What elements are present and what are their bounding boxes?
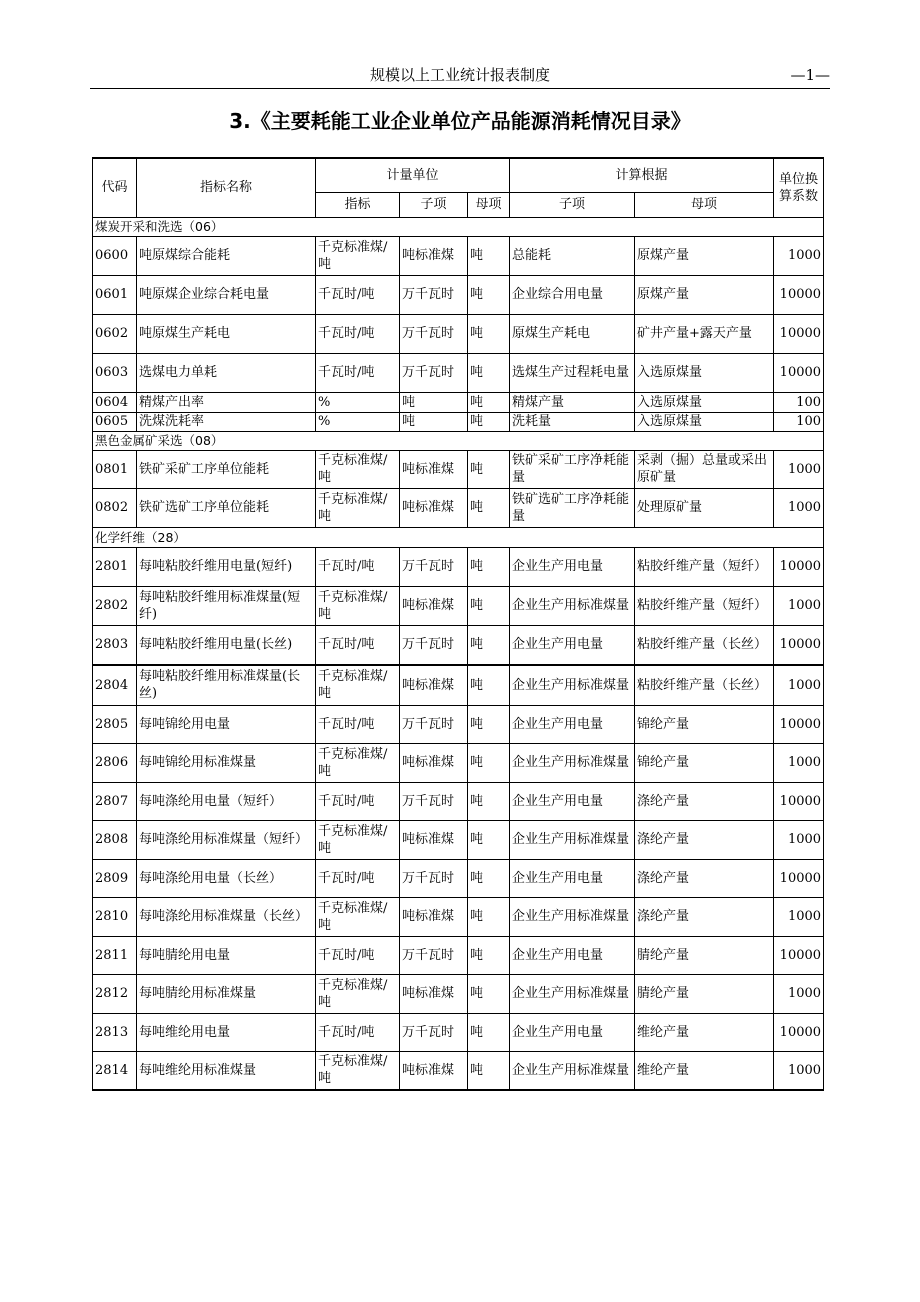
cell-unit: 千克标准煤/吨	[316, 743, 400, 782]
cell-basis-parent: 涤纶产量	[635, 897, 774, 936]
cell-parent-unit: 吨	[468, 1013, 510, 1051]
table-row	[93, 450, 824, 488]
cell-basis-parent: 粘胶纤维产量（短纤）	[635, 547, 774, 586]
cell-sub-unit: 万千瓦时	[400, 1013, 468, 1051]
cell-coef: 100	[774, 412, 824, 431]
section-title: 化学纤维（28）	[93, 527, 824, 547]
cell-basis-sub: 企业生产用标准煤量	[510, 743, 635, 782]
cell-coef: 10000	[774, 547, 824, 586]
cell-name: 每吨维纶用电量	[137, 1013, 316, 1051]
cell-sub-unit: 吨标准煤	[400, 488, 468, 527]
cell-coef: 10000	[774, 705, 824, 743]
cell-code: 0801	[93, 450, 137, 488]
cell-parent-unit: 吨	[468, 1051, 510, 1090]
cell-sub-unit: 万千瓦时	[400, 782, 468, 820]
cell-sub-unit: 万千瓦时	[400, 625, 468, 665]
cell-code: 2803	[93, 625, 137, 665]
cell-code: 0604	[93, 392, 137, 412]
cell-code: 0602	[93, 314, 137, 353]
cell-basis-parent: 锦纶产量	[635, 705, 774, 743]
cell-unit: 千克标准煤/吨	[316, 450, 400, 488]
cell-code: 0600	[93, 236, 137, 275]
cell-sub-unit: 吨标准煤	[400, 820, 468, 859]
cell-basis-parent: 入选原煤量	[635, 412, 774, 431]
running-title: 规模以上工业统计报表制度	[369, 66, 550, 84]
table-row	[93, 974, 824, 1013]
cell-sub-unit: 吨标准煤	[400, 450, 468, 488]
cell-basis-sub: 企业生产用标准煤量	[510, 1051, 635, 1090]
table-row	[93, 488, 824, 527]
cell-basis-parent: 涤纶产量	[635, 820, 774, 859]
cell-code: 0603	[93, 353, 137, 392]
cell-parent-unit: 吨	[468, 275, 510, 314]
cell-sub-unit: 万千瓦时	[400, 314, 468, 353]
cell-name: 吨原煤企业综合耗电量	[137, 275, 316, 314]
cell-parent-unit: 吨	[468, 392, 510, 412]
cell-sub-unit: 万千瓦时	[400, 275, 468, 314]
cell-parent-unit: 吨	[468, 705, 510, 743]
cell-parent-unit: 吨	[468, 547, 510, 586]
cell-unit: 千瓦时/吨	[316, 859, 400, 897]
cell-coef: 10000	[774, 353, 824, 392]
table-row	[93, 1051, 824, 1090]
table-row	[93, 275, 824, 314]
cell-coef: 10000	[774, 275, 824, 314]
cell-basis-sub: 原煤生产耗电	[510, 314, 635, 353]
cell-parent-unit: 吨	[468, 412, 510, 431]
cell-code: 2808	[93, 820, 137, 859]
cell-unit: 千瓦时/吨	[316, 936, 400, 974]
cell-coef: 10000	[774, 859, 824, 897]
cell-parent-unit: 吨	[468, 897, 510, 936]
cell-name: 铁矿选矿工序单位能耗	[137, 488, 316, 527]
header-unit-indicator: 指标	[316, 192, 400, 217]
cell-name: 每吨涤纶用电量（长丝）	[137, 859, 316, 897]
cell-basis-parent: 矿井产量+露天产量	[635, 314, 774, 353]
cell-basis-parent: 维纶产量	[635, 1051, 774, 1090]
table-row	[93, 859, 824, 897]
cell-basis-parent: 入选原煤量	[635, 392, 774, 412]
cell-coef: 1000	[774, 488, 824, 527]
cell-name: 每吨涤纶用标准煤量（长丝）	[137, 897, 316, 936]
cell-sub-unit: 吨	[400, 412, 468, 431]
header-code: 代码	[93, 158, 137, 217]
table-row	[93, 705, 824, 743]
cell-basis-parent: 原煤产量	[635, 236, 774, 275]
header-basis-group: 计算根据	[510, 158, 774, 192]
cell-unit: 千克标准煤/吨	[316, 586, 400, 625]
cell-basis-parent: 腈纶产量	[635, 936, 774, 974]
cell-sub-unit: 万千瓦时	[400, 705, 468, 743]
cell-code: 2807	[93, 782, 137, 820]
table-row	[93, 353, 824, 392]
section-title: 黑色金属矿采选（08）	[93, 431, 824, 450]
cell-coef: 10000	[774, 314, 824, 353]
cell-basis-sub: 企业生产用电量	[510, 1013, 635, 1051]
cell-code: 0601	[93, 275, 137, 314]
cell-code: 2810	[93, 897, 137, 936]
cell-unit: 千瓦时/吨	[316, 275, 400, 314]
cell-coef: 1000	[774, 236, 824, 275]
cell-code: 2801	[93, 547, 137, 586]
cell-basis-sub: 企业生产用电量	[510, 859, 635, 897]
header-basis-sub: 子项	[510, 192, 635, 217]
cell-code: 2805	[93, 705, 137, 743]
header-unit-sub: 子项	[400, 192, 468, 217]
cell-name: 每吨锦纶用电量	[137, 705, 316, 743]
cell-coef: 10000	[774, 625, 824, 665]
cell-parent-unit: 吨	[468, 586, 510, 625]
table-row	[93, 625, 824, 665]
cell-unit: 千克标准煤/吨	[316, 488, 400, 527]
cell-parent-unit: 吨	[468, 974, 510, 1013]
cell-code: 0802	[93, 488, 137, 527]
cell-name: 每吨粘胶纤维用电量(长丝)	[137, 625, 316, 665]
cell-code: 2806	[93, 743, 137, 782]
cell-parent-unit: 吨	[468, 782, 510, 820]
cell-unit: 千克标准煤/吨	[316, 974, 400, 1013]
cell-sub-unit: 万千瓦时	[400, 936, 468, 974]
section-row	[93, 431, 824, 450]
cell-basis-parent: 涤纶产量	[635, 782, 774, 820]
cell-basis-sub: 企业生产用标准煤量	[510, 974, 635, 1013]
header-unit-parent: 母项	[468, 192, 510, 217]
cell-basis-sub: 企业生产用电量	[510, 547, 635, 586]
cell-basis-sub: 铁矿采矿工序净耗能量	[510, 450, 635, 488]
cell-code: 2814	[93, 1051, 137, 1090]
cell-code: 0605	[93, 412, 137, 431]
header-coef: 单位换算系数	[774, 158, 824, 217]
table-row	[93, 547, 824, 586]
table-row	[93, 782, 824, 820]
cell-sub-unit: 吨标准煤	[400, 586, 468, 625]
cell-basis-sub: 洗耗量	[510, 412, 635, 431]
cell-code: 2812	[93, 974, 137, 1013]
cell-name: 每吨腈纶用电量	[137, 936, 316, 974]
cell-unit: 千瓦时/吨	[316, 1013, 400, 1051]
cell-parent-unit: 吨	[468, 488, 510, 527]
cell-unit: 千克标准煤/吨	[316, 665, 400, 705]
cell-name: 每吨维纶用标准煤量	[137, 1051, 316, 1090]
cell-name: 铁矿采矿工序单位能耗	[137, 450, 316, 488]
cell-sub-unit: 吨标准煤	[400, 665, 468, 705]
cell-code: 2802	[93, 586, 137, 625]
cell-unit: 千瓦时/吨	[316, 547, 400, 586]
table-row	[93, 314, 824, 353]
cell-coef: 1000	[774, 1051, 824, 1090]
cell-parent-unit: 吨	[468, 353, 510, 392]
cell-unit: 千瓦时/吨	[316, 782, 400, 820]
cell-parent-unit: 吨	[468, 314, 510, 353]
cell-code: 2813	[93, 1013, 137, 1051]
cell-name: 每吨粘胶纤维用电量(短纤)	[137, 547, 316, 586]
cell-unit: 千瓦时/吨	[316, 314, 400, 353]
page-number: —1—	[790, 66, 830, 84]
cell-unit: 千瓦时/吨	[316, 625, 400, 665]
cell-code: 2809	[93, 859, 137, 897]
cell-sub-unit: 吨标准煤	[400, 974, 468, 1013]
cell-parent-unit: 吨	[468, 625, 510, 665]
cell-sub-unit: 吨标准煤	[400, 1051, 468, 1090]
cell-basis-parent: 处理原矿量	[635, 488, 774, 527]
cell-basis-parent: 涤纶产量	[635, 859, 774, 897]
cell-basis-parent: 粘胶纤维产量（短纤）	[635, 586, 774, 625]
cell-sub-unit: 万千瓦时	[400, 547, 468, 586]
cell-basis-sub: 企业生产用电量	[510, 625, 635, 665]
cell-basis-parent: 原煤产量	[635, 275, 774, 314]
cell-coef: 1000	[774, 897, 824, 936]
cell-unit: %	[316, 412, 400, 431]
cell-name: 每吨粘胶纤维用标准煤量(短纤)	[137, 586, 316, 625]
cell-unit: 千克标准煤/吨	[316, 897, 400, 936]
cell-coef: 10000	[774, 782, 824, 820]
cell-coef: 1000	[774, 743, 824, 782]
cell-name: 每吨锦纶用标准煤量	[137, 743, 316, 782]
cell-parent-unit: 吨	[468, 936, 510, 974]
section-row	[93, 527, 824, 547]
table-row	[93, 936, 824, 974]
cell-basis-parent: 锦纶产量	[635, 743, 774, 782]
cell-basis-sub: 企业生产用电量	[510, 936, 635, 974]
cell-sub-unit: 吨标准煤	[400, 236, 468, 275]
cell-unit: 千瓦时/吨	[316, 705, 400, 743]
cell-unit: 千克标准煤/吨	[316, 236, 400, 275]
cell-basis-sub: 总能耗	[510, 236, 635, 275]
cell-basis-parent: 采剥（掘）总量或采出原矿量	[635, 450, 774, 488]
cell-unit: %	[316, 392, 400, 412]
cell-basis-sub: 企业生产用标准煤量	[510, 820, 635, 859]
cell-basis-parent: 入选原煤量	[635, 353, 774, 392]
cell-basis-sub: 选煤生产过程耗电量	[510, 353, 635, 392]
cell-code: 2811	[93, 936, 137, 974]
cell-basis-sub: 精煤产量	[510, 392, 635, 412]
cell-basis-parent: 粘胶纤维产量（长丝）	[635, 665, 774, 705]
cell-sub-unit: 吨标准煤	[400, 897, 468, 936]
table-row	[93, 897, 824, 936]
cell-coef: 1000	[774, 586, 824, 625]
table-row	[93, 236, 824, 275]
cell-basis-parent: 维纶产量	[635, 1013, 774, 1051]
cell-basis-sub: 企业生产用电量	[510, 782, 635, 820]
cell-parent-unit: 吨	[468, 665, 510, 705]
cell-coef: 1000	[774, 665, 824, 705]
cell-name: 每吨涤纶用电量（短纤）	[137, 782, 316, 820]
cell-sub-unit: 吨标准煤	[400, 743, 468, 782]
cell-coef: 10000	[774, 936, 824, 974]
cell-basis-parent: 腈纶产量	[635, 974, 774, 1013]
catalog-table	[92, 157, 824, 1091]
cell-name: 每吨粘胶纤维用标准煤量(长丝)	[137, 665, 316, 705]
cell-coef: 1000	[774, 974, 824, 1013]
cell-code: 2804	[93, 665, 137, 705]
cell-name: 选煤电力单耗	[137, 353, 316, 392]
cell-name: 洗煤洗耗率	[137, 412, 316, 431]
cell-sub-unit: 万千瓦时	[400, 353, 468, 392]
table-row	[93, 820, 824, 859]
cell-name: 吨原煤综合能耗	[137, 236, 316, 275]
cell-parent-unit: 吨	[468, 450, 510, 488]
cell-parent-unit: 吨	[468, 236, 510, 275]
cell-unit: 千瓦时/吨	[316, 353, 400, 392]
table-row	[93, 586, 824, 625]
cell-name: 精煤产出率	[137, 392, 316, 412]
cell-unit: 千克标准煤/吨	[316, 1051, 400, 1090]
cell-basis-sub: 企业生产用标准煤量	[510, 586, 635, 625]
cell-basis-sub: 铁矿选矿工序净耗能量	[510, 488, 635, 527]
table-row	[93, 1013, 824, 1051]
cell-basis-sub: 企业生产用电量	[510, 705, 635, 743]
cell-name: 每吨腈纶用标准煤量	[137, 974, 316, 1013]
cell-basis-sub: 企业综合用电量	[510, 275, 635, 314]
document-title: 3.《主要耗能工业企业单位产品能源消耗情况目录》	[229, 109, 691, 133]
cell-sub-unit: 万千瓦时	[400, 859, 468, 897]
cell-coef: 100	[774, 392, 824, 412]
header-rule	[90, 88, 830, 89]
table-row	[93, 392, 824, 412]
cell-parent-unit: 吨	[468, 859, 510, 897]
table-row	[93, 665, 824, 705]
cell-coef: 1000	[774, 820, 824, 859]
section-title: 煤炭开采和洗选（06）	[93, 217, 824, 236]
section-row	[93, 217, 824, 236]
cell-unit: 千克标准煤/吨	[316, 820, 400, 859]
cell-coef: 1000	[774, 450, 824, 488]
cell-parent-unit: 吨	[468, 743, 510, 782]
cell-sub-unit: 吨	[400, 392, 468, 412]
table-row	[93, 412, 824, 431]
table-row	[93, 743, 824, 782]
cell-coef: 10000	[774, 1013, 824, 1051]
header-basis-parent: 母项	[635, 192, 774, 217]
running-header	[90, 64, 830, 86]
header-unit-group: 计量单位	[316, 158, 510, 192]
header-name: 指标名称	[137, 158, 316, 217]
cell-parent-unit: 吨	[468, 820, 510, 859]
cell-basis-sub: 企业生产用标准煤量	[510, 665, 635, 705]
cell-name: 每吨涤纶用标准煤量（短纤）	[137, 820, 316, 859]
cell-basis-parent: 粘胶纤维产量（长丝）	[635, 625, 774, 665]
cell-name: 吨原煤生产耗电	[137, 314, 316, 353]
catalog-body	[93, 217, 824, 1090]
cell-basis-sub: 企业生产用标准煤量	[510, 897, 635, 936]
